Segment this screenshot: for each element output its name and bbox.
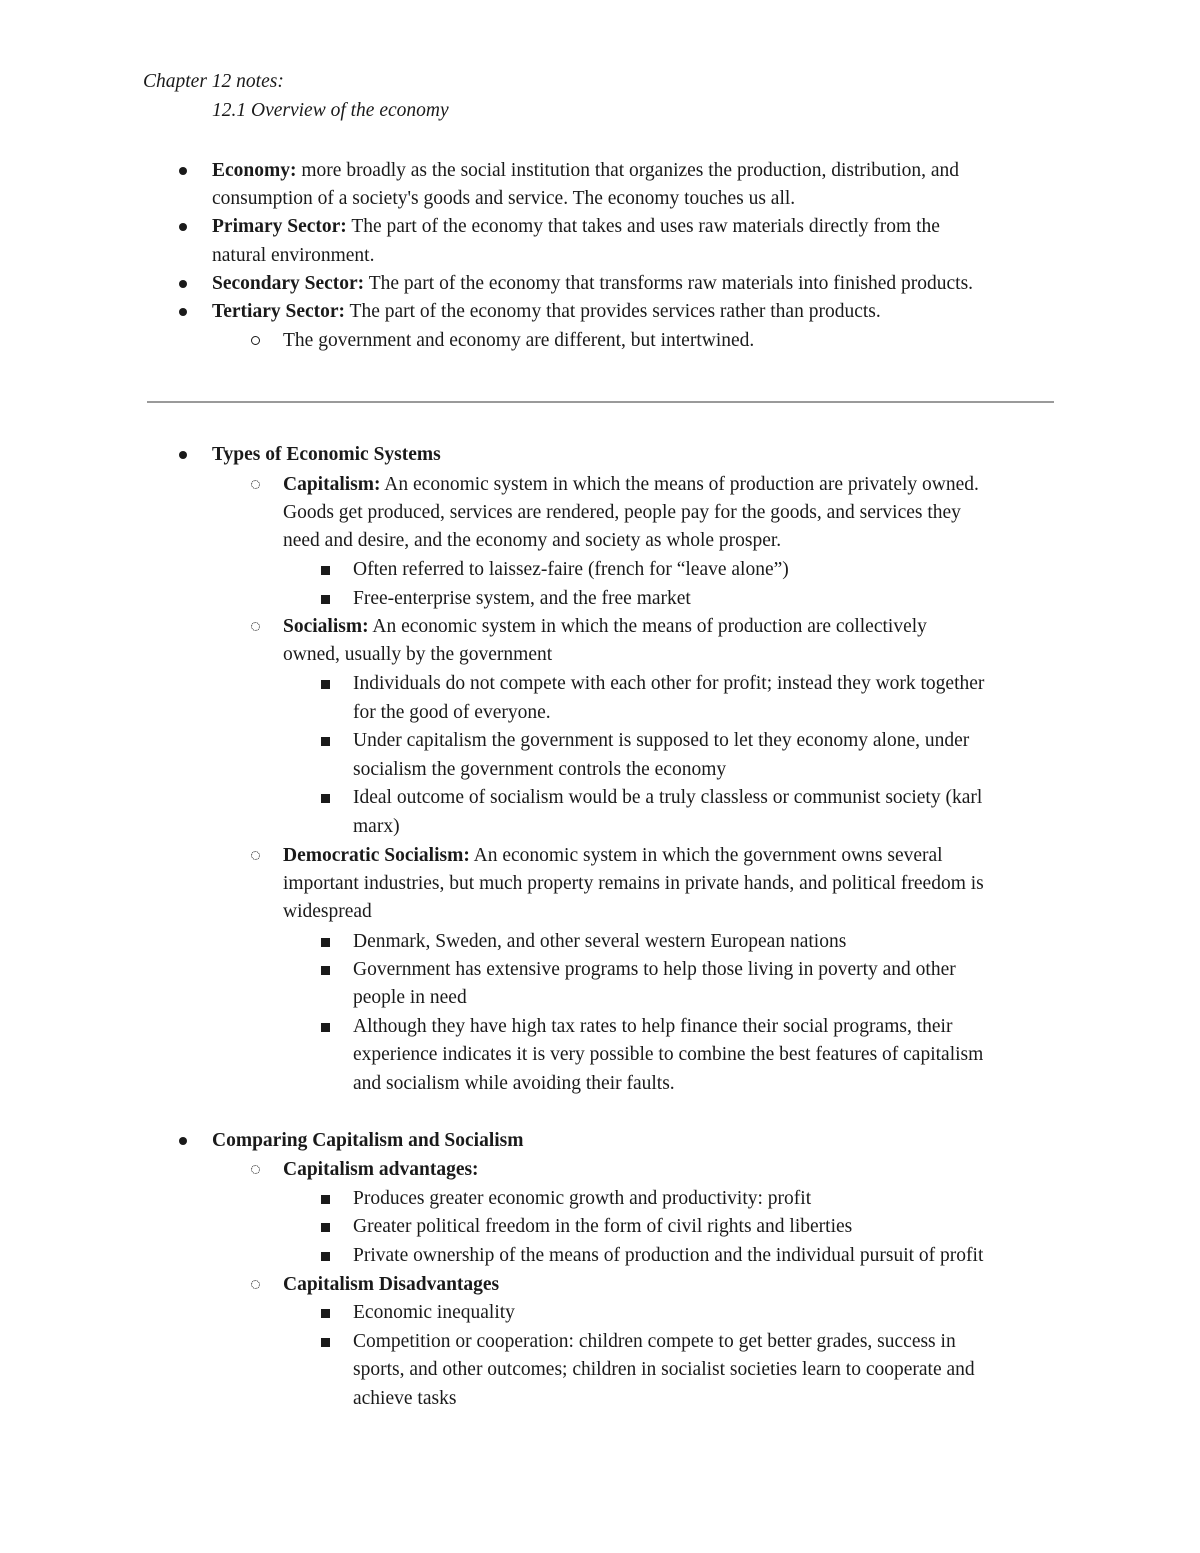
definition-text: owned, usually by the government (283, 644, 553, 665)
list-item: Often referred to laissez-faire (french for “leave alone”) (353, 559, 789, 580)
list-item-continuation: achieve tasks (353, 1388, 457, 1409)
definition-text: Goods get produced, services are rendered, people pay for the goods, and services they (283, 502, 961, 523)
list-item: Government has extensive programs to help those living in poverty and other (353, 959, 956, 980)
bullet-square-icon (315, 1242, 335, 1261)
socialism-definition (283, 613, 927, 641)
bullet-disc-icon (173, 213, 193, 231)
tertiary-note: The government and economy are different, but intertwined. (283, 330, 755, 351)
bullet-disc-icon (173, 157, 193, 175)
list-item: Competition or cooperation: children compete to get better grades, success in (353, 1331, 956, 1352)
list-item-continuation: socialism the government controls the economy (353, 759, 727, 780)
definition-secondary-sector (212, 270, 973, 298)
definition-text: The part of the economy that provides services rather than products. (345, 301, 881, 322)
term-label: Economy: (212, 160, 297, 181)
list-item: Free-enterprise system, and the free market (353, 588, 691, 609)
definition-text: widespread (283, 901, 372, 922)
chapter-title: Chapter 12 notes: (143, 71, 284, 92)
comparison-heading: Comparing Capitalism and Socialism (212, 1130, 524, 1151)
list-item-continuation: people in need (353, 987, 467, 1008)
definition-text: need and desire, and the economy and society as whole prosper. (283, 530, 782, 551)
list-item-continuation: for the good of everyone. (353, 702, 551, 723)
list-item-continuation: and socialism while avoiding their faults. (353, 1073, 675, 1094)
term-label: Socialism: (283, 616, 369, 637)
disadvantages-heading: Capitalism Disadvantages (283, 1274, 500, 1295)
definition-economy (212, 157, 959, 185)
horizontal-divider (147, 401, 1054, 403)
bullet-square-icon (315, 1213, 335, 1232)
bullet-square-icon (315, 670, 335, 689)
bullet-disc-icon (173, 1127, 193, 1145)
list-item: Although they have high tax rates to help finance their social programs, their (353, 1016, 953, 1037)
definition-text: more broadly as the social institution that organizes the production, distribution, and (296, 160, 960, 181)
bullet-square-icon (315, 1328, 335, 1347)
bullet-square-icon (315, 556, 335, 575)
bullet-square-icon (315, 956, 335, 975)
definition-text: consumption of a society's goods and service. The economy touches us all. (212, 188, 796, 209)
bullet-circle-icon (245, 1271, 265, 1289)
list-item: Private ownership of the means of production and the individual pursuit of profit (353, 1245, 984, 1266)
list-item: Produces greater economic growth and productivity: profit (353, 1188, 812, 1209)
bullet-square-icon (315, 928, 335, 947)
capitalism-definition (283, 471, 979, 499)
term-label: Secondary Sector: (212, 273, 365, 294)
bullet-circle-icon (245, 471, 265, 489)
economic-systems-heading: Types of Economic Systems (212, 444, 441, 465)
list-item: Individuals do not compete with each other for profit; instead they work together (353, 673, 985, 694)
bullet-square-icon (315, 1185, 335, 1204)
term-label: Democratic Socialism: (283, 845, 470, 866)
bullet-square-icon (315, 1299, 335, 1318)
list-item-continuation: sports, and other outcomes; children in socialist societies learn to cooperate and (353, 1359, 975, 1380)
bullet-circle-icon (245, 842, 265, 860)
definition-text: An economic system in which the government owns several (469, 845, 943, 866)
term-label: Capitalism: (283, 474, 381, 495)
definition-text: An economic system in which the means of production are privately owned. (380, 474, 979, 495)
list-item-continuation: experience indicates it is very possible to combine the best features of capitalism (353, 1044, 984, 1065)
term-label: Primary Sector: (212, 216, 347, 237)
democratic-socialism-definition (283, 842, 943, 870)
bullet-circle-icon (245, 1156, 265, 1174)
bullet-circle-icon (245, 613, 265, 631)
section-title: 12.1 Overview of the economy (212, 100, 449, 121)
definition-text: The part of the economy that takes and uses raw materials directly from the (346, 216, 940, 237)
list-item: Under capitalism the government is supposed to let they economy alone, under (353, 730, 970, 751)
term-label: Tertiary Sector: (212, 301, 346, 322)
list-item: Denmark, Sweden, and other several western European nations (353, 931, 847, 952)
bullet-disc-icon (173, 298, 193, 316)
definition-tertiary-sector (212, 298, 881, 326)
list-item: Economic inequality (353, 1302, 515, 1323)
definition-primary-sector (212, 213, 940, 241)
definition-text: An economic system in which the means of production are collectively (368, 616, 927, 637)
definition-text: important industries, but much property remains in private hands, and political freedom is (283, 873, 984, 894)
advantages-heading: Capitalism advantages: (283, 1159, 479, 1180)
list-item-continuation: marx) (353, 816, 400, 837)
bullet-square-icon (315, 585, 335, 604)
list-item: Ideal outcome of socialism would be a truly classless or communist society (karl (353, 787, 983, 808)
bullet-disc-icon (173, 270, 193, 288)
bullet-square-icon (315, 784, 335, 803)
bullet-disc-icon (173, 441, 193, 459)
definition-text: natural environment. (212, 245, 375, 266)
definition-text: The part of the economy that transforms raw materials into finished products. (364, 273, 974, 294)
bullet-square-icon (315, 727, 335, 746)
bullet-circle-icon (245, 327, 265, 345)
bullet-square-icon (315, 1013, 335, 1032)
list-item: Greater political freedom in the form of civil rights and liberties (353, 1216, 853, 1237)
